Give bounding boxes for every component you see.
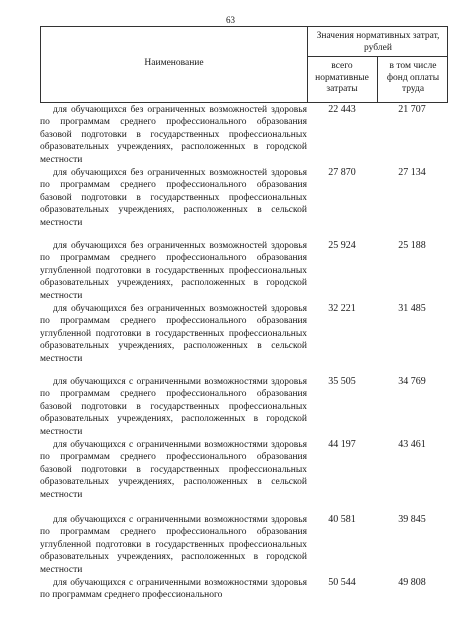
row-total-value: 50 544 — [328, 577, 356, 588]
header-total-column: всего нормативные затраты — [315, 61, 369, 94]
row-total-value: 22 443 — [328, 104, 356, 115]
row-description: для обучающихся с ограниченными возможностями здоровья по программам среднего профессионального образования базовой подготовки в государственных профессиональных образовательных учреждениях, расположенных в сельской местности — [40, 440, 307, 500]
row-description: для обучающихся с ограниченными возможностями здоровья по программам среднего профессионального — [40, 578, 307, 601]
row-wage-value: 49 808 — [398, 577, 426, 588]
header-wage-column: в том числе фонд оплаты труда — [386, 61, 440, 94]
row-description: для обучающихся без ограниченных возможностей здоровья по программам среднего профессионального образования базовой подготовки в государственных профессиональных образовательных учреждениях, расположенных в городской местности — [40, 105, 307, 165]
row-total-value: 25 924 — [328, 240, 356, 251]
row-description: для обучающихся без ограниченных возможностей здоровья по программам среднего профессионального образования углубленной подготовки в государственных профессиональных образовательных учреждениях, расположенных в сельской местности — [40, 304, 307, 364]
row-total-value: 35 505 — [328, 376, 356, 387]
row-total-value: 40 581 — [328, 514, 356, 525]
row-wage-value: 39 845 — [398, 514, 426, 525]
header-bottom-border — [40, 102, 448, 103]
header-name-column: Наименование — [144, 58, 204, 68]
row-total-value: 32 221 — [328, 303, 356, 314]
row-wage-value: 34 769 — [398, 376, 426, 387]
row-description: для обучающихся без ограниченных возможностей здоровья по программам среднего профессионального образования углубленной подготовки в государственных профессиональных образовательных учреждениях, расположенных в городской местности — [40, 241, 307, 301]
header-values-group: Значения нормативных затрат, рублей — [316, 31, 440, 53]
row-total-value: 44 197 — [328, 439, 356, 450]
row-wage-value: 31 485 — [398, 303, 426, 314]
row-total-value: 27 870 — [328, 167, 356, 178]
row-wage-value: 27 134 — [398, 167, 426, 178]
header-right-border — [447, 26, 448, 102]
header-top-border — [40, 26, 448, 27]
row-wage-value: 25 188 — [398, 240, 426, 251]
header-divider-2 — [377, 56, 378, 102]
header-divider-1 — [307, 26, 308, 102]
row-description: для обучающихся без ограниченных возможностей здоровья по программам среднего профессионального образования базовой подготовки в государственных профессиональных образовательных учреждениях, расположенных в сельской местности — [40, 168, 307, 228]
row-description: для обучающихся с ограниченными возможностями здоровья по программам среднего профессионального образования углубленной подготовки в государственных профессиональных образовательных учреждениях, расположенных в городской местности — [40, 515, 307, 575]
row-wage-value: 21 707 — [398, 104, 426, 115]
row-wage-value: 43 461 — [398, 439, 426, 450]
row-description: для обучающихся с ограниченными возможностями здоровья по программам среднего профессионального образования базовой подготовки в государственных профессиональных образовательных учреждениях, расположенных в городской местности — [40, 377, 307, 437]
page-number: 63 — [226, 15, 235, 25]
